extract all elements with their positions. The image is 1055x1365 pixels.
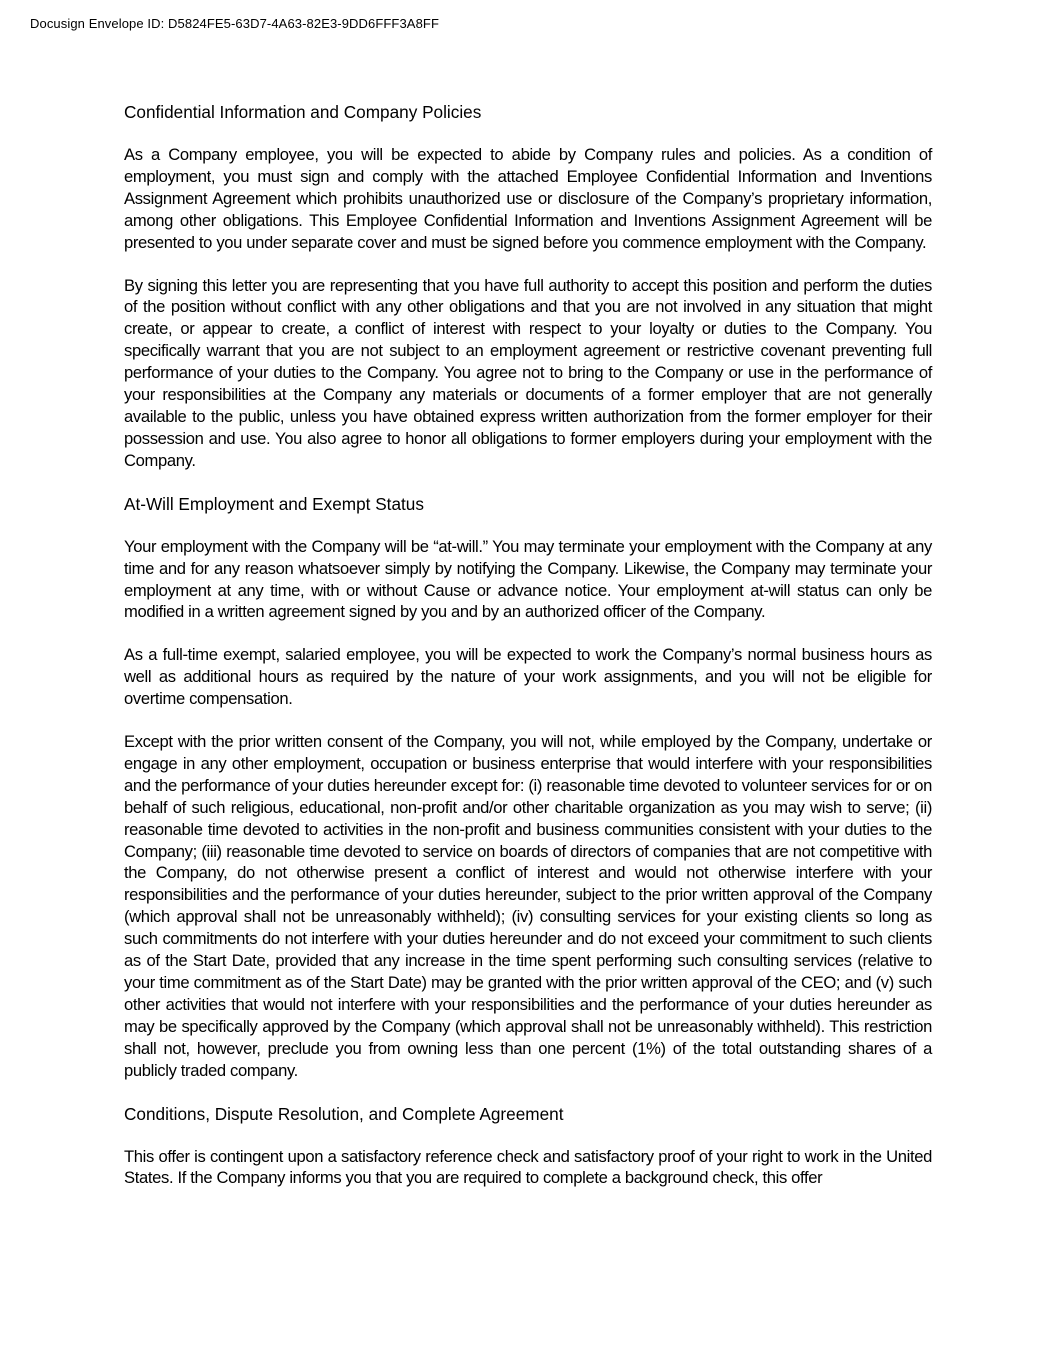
section-heading-at-will: At-Will Employment and Exempt Status: [124, 493, 424, 514]
docusign-envelope-id: Docusign Envelope ID: D5824FE5-63D7-4A63-82E3-9DD6FFF3A8FF: [30, 16, 439, 31]
paragraph-confidential-policies: As a Company employee, you will be expected to abide by Company rules and policies. As a condition of employment, you must sign and comply with the attached Employee Confidential Information and Inventions Assignment Agreement which prohibits unauthorized use or disclosure of the Company’s proprietary information, among other obligations. This Employee Confidential Information and Inventions Assignment Agreement will be presented to you under separate cover and must be signed before you commence employment with the Company.: [124, 145, 932, 252]
paragraph-authority-representation: By signing this letter you are representing that you have full authority to accept this position and perform the duties of the position without conflict with any other obligations and that you are not involved in any situation that might create, or appear to create, a conflict of interest with respect to your loyalty or duties to the Company. You specifically warrant that you are not subject to an employment agreement or restrictive covenant preventing full performance of your duties to the Company. You agree not to bring to the Company or use in the performance of your responsibilities at the Company any materials or documents of a former employer that are not generally available to the public, unless you have obtained express written authorization from the former employer for their possession and use. You also agree to honor all obligations to former employers during your employment with the Company.: [124, 275, 932, 470]
paragraph-exempt-status: As a full-time exempt, salaried employee, you will be expected to work the Company’s normal business hours as well as additional hours as required by the nature of your work assignments, and you will not be eligible for overtime compensation.: [124, 645, 932, 709]
paragraph-outside-activities: Except with the prior written consent of the Company, you will not, while employed by the Company, undertake or engage in any other employment, occupation or business enterprise that would interfere with your responsibilities and the performance of your duties hereunder except for: (i) reasonable time devoted to volunteer services for or on behalf of such religious, educational, non-profit and/or other charitable organization as you may wish to serve; (ii) reasonable time devoted to activities in the non-profit and business communities consistent with your duties to the Company; (iii) reasonable time devoted to service on boards of directors of companies that are not competitive with the Company, do not otherwise present a conflict of interest and would not otherwise interfere with your responsibilities and the performance of your duties hereunder, subject to the prior written approval of the Company (which approval shall not be unreasonably withheld); (iv) consulting services for your existing clients so long as such commitments do not interfere with your duties hereunder and do not exceed your commitment to such clients as of the Start Date, provided that any increase in the time spent performing such consulting services (relative to your time commitment as of the Start Date) may be granted with the prior written approval of the CEO; and (v) such other activities that would not interfere with your responsibilities and the performance of your duties hereunder as may be specifically approved by the Company (which approval shall not be unreasonably withheld). This restriction shall not, however, preclude you from owning less than one percent (1%) of the total outstanding shares of a publicly traded company.: [124, 732, 932, 1080]
paragraph-at-will: Your employment with the Company will be “at-will.” You may terminate your employment with the Company at any time and for any reason whatsoever simply by notifying the Company. Likewise, the Company may terminate your employment at any time, with or without Cause or advance notice. Your employment at-will status can only be modified in a written agreement signed by you and by an authorized officer of the Company.: [124, 536, 932, 622]
section-heading-conditions: Conditions, Dispute Resolution, and Complete Agreement: [124, 1103, 564, 1124]
paragraph-conditions: This offer is contingent upon a satisfactory reference check and satisfactory proof of your right to work in the United States. If the Company informs you that you are required to complete a background check, this offer: [124, 1146, 932, 1188]
letter-body: [124, 101, 932, 1189]
section-heading-confidential: Confidential Information and Company Policies: [124, 102, 482, 122]
